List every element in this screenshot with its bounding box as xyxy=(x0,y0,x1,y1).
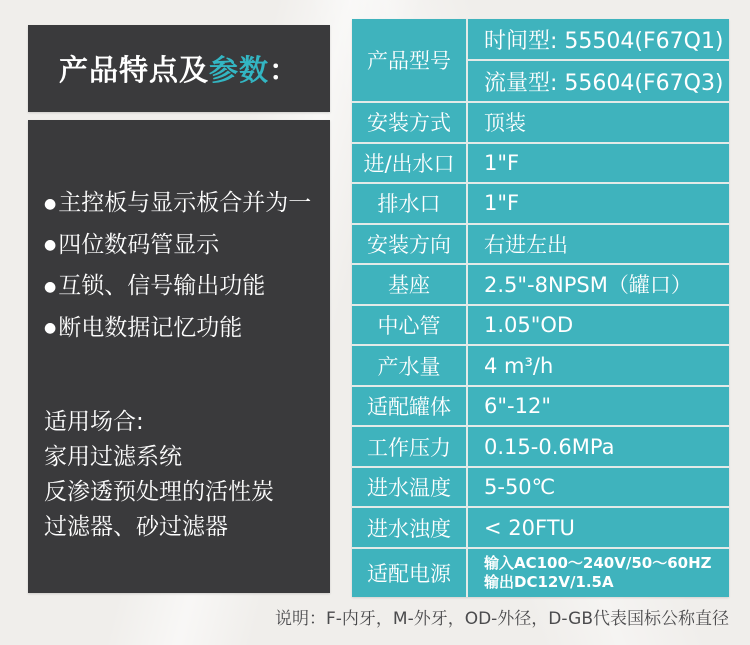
spec-value-time-model: 时间型: 55504(F67Q1) xyxy=(484,28,724,54)
use-case-line: 反渗透预处理的活性炭 xyxy=(44,479,274,505)
spec-value xyxy=(468,549,729,597)
spec-value: < 20FTU xyxy=(484,515,575,540)
feature-item xyxy=(44,315,320,342)
spec-label: 产水量 xyxy=(352,346,468,385)
spec-value: 2.5"-8NPSM（罐口） xyxy=(484,273,692,298)
spec-label: 进水浊度 xyxy=(352,508,468,547)
page-title xyxy=(59,48,299,89)
title-prefix: 产品特点及 xyxy=(58,53,209,87)
feature-list xyxy=(44,190,320,341)
bullet-icon: ● xyxy=(44,195,57,212)
spec-row xyxy=(352,304,729,345)
use-cases xyxy=(44,405,320,545)
feature-item xyxy=(44,232,320,259)
use-cases-heading: 适用场合: xyxy=(44,409,144,435)
feature-text: 断电数据记忆功能 xyxy=(58,314,243,341)
spec-row xyxy=(352,425,729,466)
spec-label: 基座 xyxy=(352,265,468,304)
spec-row xyxy=(352,223,729,264)
spec-row xyxy=(352,506,729,547)
spec-label: 安装方式 xyxy=(352,103,468,142)
features-title-panel xyxy=(28,25,330,112)
spec-row xyxy=(352,263,729,304)
spec-row xyxy=(352,344,729,385)
model-values xyxy=(468,19,729,101)
spec-label: 安装方向 xyxy=(352,225,468,264)
spec-value: 顶装 xyxy=(484,111,526,136)
bullet-icon: ● xyxy=(44,237,57,253)
spec-value: 6"-12" xyxy=(484,394,551,419)
footnote: 说明：F-内牙，M-外牙，OD-外径，D-GB代表国标公称直径 xyxy=(274,609,729,629)
spec-row xyxy=(352,142,729,183)
use-case-line: 家用过滤系统 xyxy=(44,444,182,470)
title-highlight: 参数 xyxy=(208,53,269,87)
title-suffix: ： xyxy=(269,53,300,87)
spec-label: 排水口 xyxy=(352,184,468,223)
spec-label: 产品型号 xyxy=(352,19,468,101)
spec-row-model xyxy=(352,19,729,101)
spec-value: 1"F xyxy=(484,150,520,175)
spec-row xyxy=(352,466,729,507)
spec-value: 0.15-0.6MPa xyxy=(484,434,615,459)
spec-label: 适配电源 xyxy=(352,549,468,597)
feature-text: 四位数码管显示 xyxy=(58,231,220,258)
spec-value: 4 m³/h xyxy=(484,353,554,378)
feature-item xyxy=(44,190,320,217)
feature-item xyxy=(44,273,320,300)
spec-value: 1"F xyxy=(484,191,520,216)
spec-value-flow-model: 流量型: 55604(F67Q3) xyxy=(468,59,729,101)
spec-value: 5-50℃ xyxy=(484,475,556,500)
spec-label: 工作压力 xyxy=(352,427,468,466)
bullet-icon: ● xyxy=(44,320,57,336)
spec-row xyxy=(352,101,729,142)
spec-value: 1.05"OD xyxy=(484,313,574,337)
spec-table xyxy=(352,19,729,597)
spec-row xyxy=(352,182,729,223)
spec-label: 进/出水口 xyxy=(352,144,468,183)
power-input: 输入AC100～240V/50～60HZ xyxy=(484,553,712,572)
feature-text: 互锁、信号输出功能 xyxy=(58,273,266,299)
bullet-icon: ● xyxy=(44,278,57,295)
features-panel xyxy=(28,120,330,593)
use-case-line: 过滤器、砂过滤器 xyxy=(44,514,228,540)
spec-row xyxy=(352,385,729,426)
spec-label: 进水温度 xyxy=(352,468,468,507)
power-output: 输出DC12V/1.5A xyxy=(484,573,614,592)
spec-label: 中心管 xyxy=(352,306,468,345)
spec-row-power xyxy=(352,547,729,597)
feature-text: 主控板与显示板合并为一 xyxy=(58,190,312,216)
spec-value: 右进左出 xyxy=(484,232,568,257)
spec-label: 适配罐体 xyxy=(352,387,468,426)
